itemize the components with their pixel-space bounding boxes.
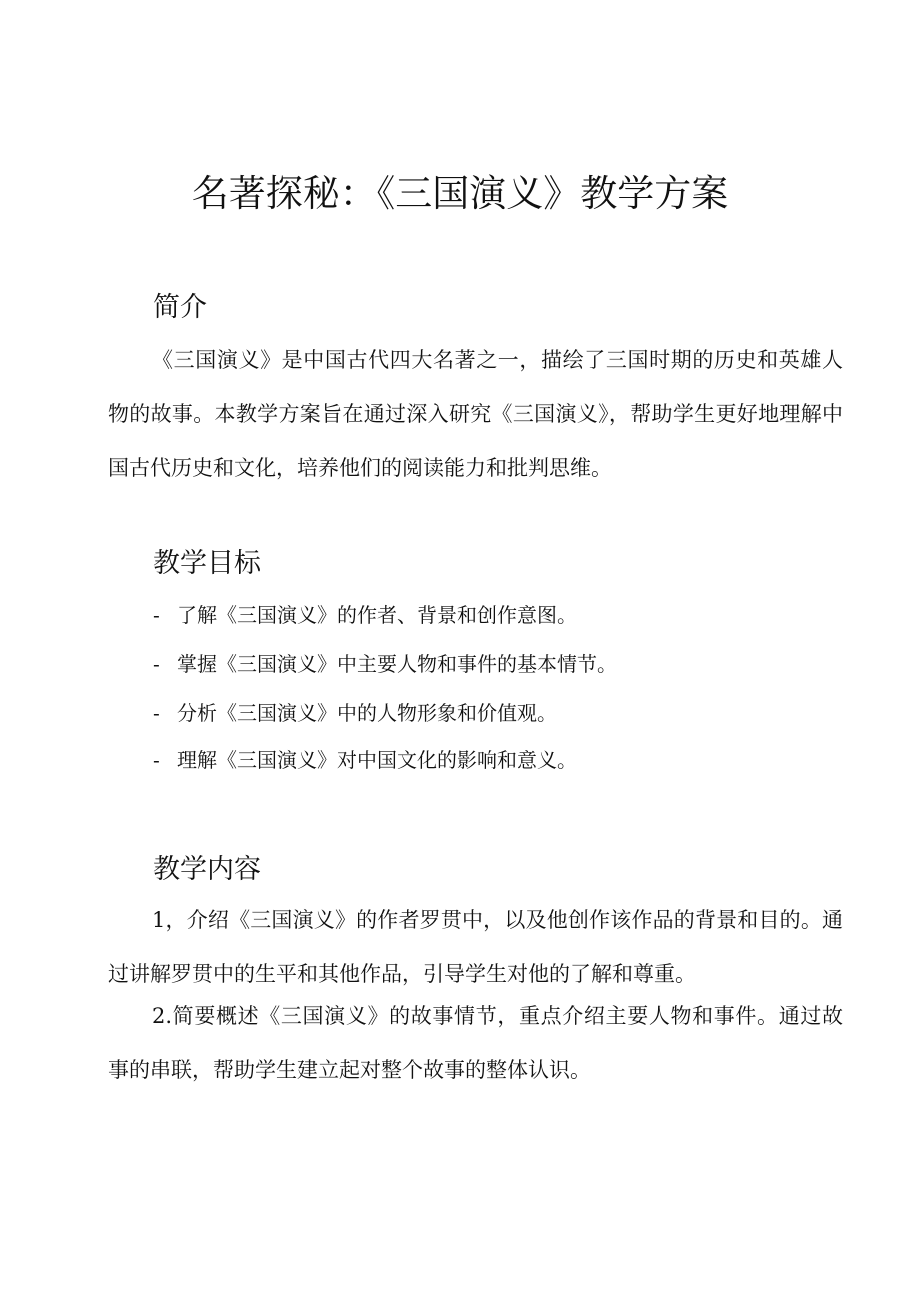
section-heading-intro: 简介 [153, 292, 207, 323]
intro-paragraph: 《三国演义》是中国古代四大名著之一，描绘了三国时期的历史和英雄人物的故事。本教学方案旨在通过深入研究《三国演义》，帮助学生更好地理解中国古代历史和文化，培养他们的阅读能力和批判思维。 [108, 348, 843, 480]
goal-item-text: 了解《三国演义》的作者、背景和创作意图。 [177, 603, 577, 627]
goal-item [153, 600, 577, 630]
bullet-dash: - [153, 748, 160, 772]
content-item: 1，介绍《三国演义》的作者罗贯中，以及他创作该作品的背景和目的。通过讲解罗贯中的生平和其他作品，引导学生对他的了解和尊重。 [108, 908, 843, 986]
section-heading-content: 教学内容 [153, 854, 261, 885]
goal-item-text: 理解《三国演义》对中国文化的影响和意义。 [177, 748, 577, 772]
content-item: 2.简要概述《三国演义》的故事情节，重点介绍主要人物和事件。通过故事的串联，帮助学生建立起对整个故事的整体认识。 [108, 1004, 843, 1082]
bullet-dash: - [153, 603, 160, 627]
document-title: 名著探秘：《三国演义》教学方案 [191, 172, 729, 215]
goal-item [153, 698, 557, 728]
goal-item-text: 分析《三国演义》中的人物形象和价值观。 [177, 701, 557, 725]
goal-item [153, 649, 617, 679]
section-heading-goals: 教学目标 [153, 548, 261, 579]
goal-item-text: 掌握《三国演义》中主要人物和事件的基本情节。 [177, 652, 617, 676]
bullet-dash: - [153, 652, 160, 676]
bullet-dash: - [153, 701, 160, 725]
goal-item [153, 745, 577, 775]
